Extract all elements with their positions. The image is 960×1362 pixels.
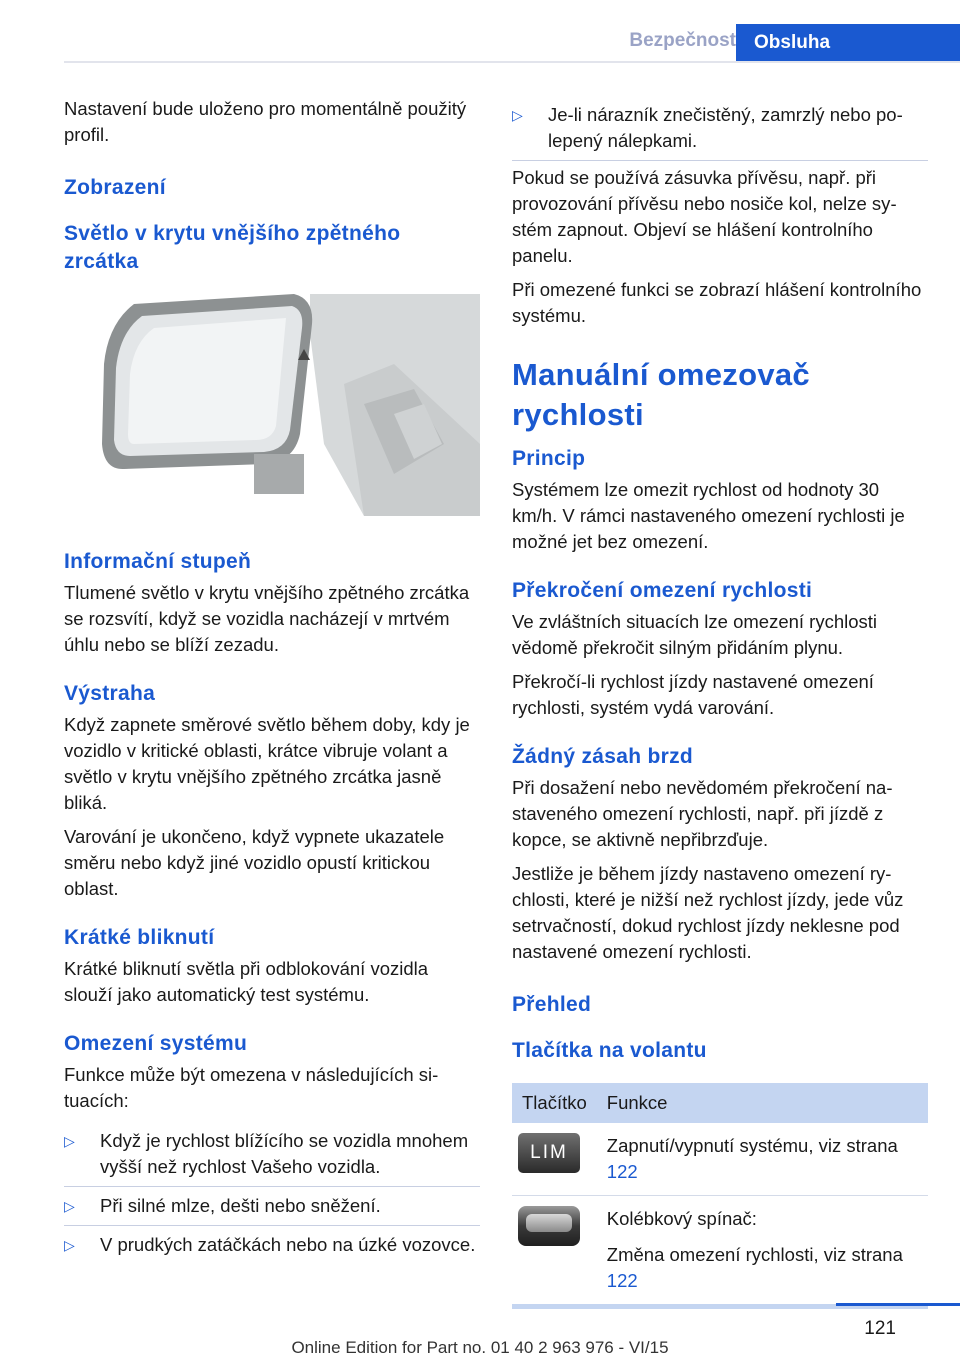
brake-paragraph-1: Při dosažení nebo nevědomém překročení nastaveného omezení rychlosti, např. při jízdě z kopce, se aktivně nepřibrzďuje. — [512, 777, 893, 850]
list-item: ▷ V prudkých zatáčkách nebo na úzké vozovce. — [64, 1226, 480, 1264]
heading-manual-speed-limiter: Manuální omezovač rychlosti — [512, 357, 810, 432]
warning-paragraph-2: Varování je ukončeno, když vypnete ukazatele směru nebo když jiné vozidlo opustí kritickou oblast. — [64, 826, 445, 899]
heading-overview: Přehled — [512, 993, 592, 1016]
triangle-bullet-icon: ▷ — [512, 107, 523, 123]
brake-paragraph-2: Jestliže je během jízdy nastaveno omezení rychlosti, které je nižší než rychlost jízdy, jede vůz setrvačností, dokud rychlost jízdy neklesne pod nastavené omezení rychlosti. — [512, 863, 904, 962]
page-link-122[interactable]: 122 — [606, 1161, 638, 1182]
table-row: LIM Zapnutí/vypnutí systému, viz strana 122 — [512, 1123, 928, 1196]
page-number: 121 — [864, 1318, 896, 1339]
right-column — [512, 96, 928, 1309]
limited-function-paragraph: Při omezené funkci se zobrazí hlášení kontrolního systému. — [512, 279, 922, 326]
triangle-bullet-icon: ▷ — [64, 1133, 75, 1149]
table-header-button: Tlačítko — [512, 1083, 597, 1123]
list-item: ▷ Když je rychlost blížícího se vozidla mnohem vyšší než rychlost Vašeho vozidla. — [64, 1122, 480, 1187]
table-row: Kolébkový spínač: Změna omezení rychlosti, viz strana 122 — [512, 1196, 928, 1305]
trailer-paragraph: Pokud se používá zásuvka přívěsu, např. při provozování přívěsu nebo nosiče kol, nelze systém zapnout. Objeví se hlášení kontrolního panelu. — [512, 167, 897, 266]
heading-no-brake: Žádný zásah brzd — [512, 745, 694, 768]
limits-paragraph: Funkce může být omezena v následujících situacích: — [64, 1064, 439, 1111]
footer-accent-line — [836, 1303, 960, 1306]
mirror-icon — [64, 294, 480, 516]
buttons-table — [512, 1083, 928, 1304]
triangle-bullet-icon: ▷ — [64, 1237, 75, 1253]
triangle-bullet-icon: ▷ — [64, 1198, 75, 1214]
intro-paragraph: Nastavení bude uloženo pro momentálně použitý profil. — [64, 98, 467, 145]
exceed-paragraph-1: Ve zvláštních situacích lze omezení rychlosti vědomě překročit silným přidáním plynu. — [512, 611, 878, 658]
lim-button-icon: LIM — [518, 1133, 580, 1173]
heading-exceed-limit: Překročení omezení rychlosti — [512, 579, 813, 602]
left-column — [64, 96, 480, 1264]
heading-display: Zobrazení — [64, 176, 166, 199]
rocker-switch-icon — [518, 1206, 580, 1246]
principle-paragraph: Systémem lze omezit rychlost od hodnoty 30 km/h. V rámci nastaveného omezení rychlosti je možné jet bez omezení. — [512, 479, 905, 552]
exceed-paragraph-2: Překročí-li rychlost jízdy nastavené omezení rychlosti, systém vydá varování. — [512, 671, 874, 718]
list-item: ▷ Je-li nárazník znečistěný, zamrzlý nebo polepený nálepkami. — [512, 96, 928, 161]
heading-short-blink: Krátké bliknutí — [64, 926, 215, 949]
info-paragraph: Tlumené světlo v krytu vnějšího zpětného zrcátka se rozsvítí, když se vozidla nacházejí v mrtvém úhlu nebo se blíží zezadu. — [64, 582, 470, 655]
heading-principle: Princip — [512, 447, 586, 470]
heading-steering-buttons: Tlačítka na volantu — [512, 1039, 707, 1062]
tab-obsluha[interactable]: Obsluha — [736, 24, 960, 62]
page-link-122[interactable]: 122 — [606, 1270, 638, 1291]
list-item: ▷ Při silné mlze, dešti nebo sněžení. — [64, 1187, 480, 1226]
table-header-function: Funkce — [597, 1083, 928, 1123]
heading-warning: Výstraha — [64, 682, 156, 705]
edition-footer: Online Edition for Part no. 01 40 2 963 976 - VI/15 — [291, 1338, 669, 1357]
header-divider — [64, 61, 960, 63]
tab-bezpecnost[interactable]: Bezpečnost — [629, 30, 736, 51]
heading-system-limits: Omezení systému — [64, 1032, 248, 1055]
heading-info-level: Informační stupeň — [64, 550, 252, 573]
warning-paragraph-1: Když zapnete směrové světlo během doby, kdy je vozidlo v kritické oblasti, krátce vibruje volant a světlo v krytu vnějšího zpětného zrcátka jasně bliká. — [64, 714, 470, 813]
heading-mirror-light: Světlo v krytu vnějšího zpětného zrcátka — [64, 222, 401, 273]
blink-paragraph: Krátké bliknutí světla při odblokování vozidla slouží jako automatický test systému. — [64, 958, 429, 1005]
limits-list — [64, 1122, 480, 1264]
page-header — [0, 24, 960, 62]
mirror-illustration — [64, 294, 480, 516]
